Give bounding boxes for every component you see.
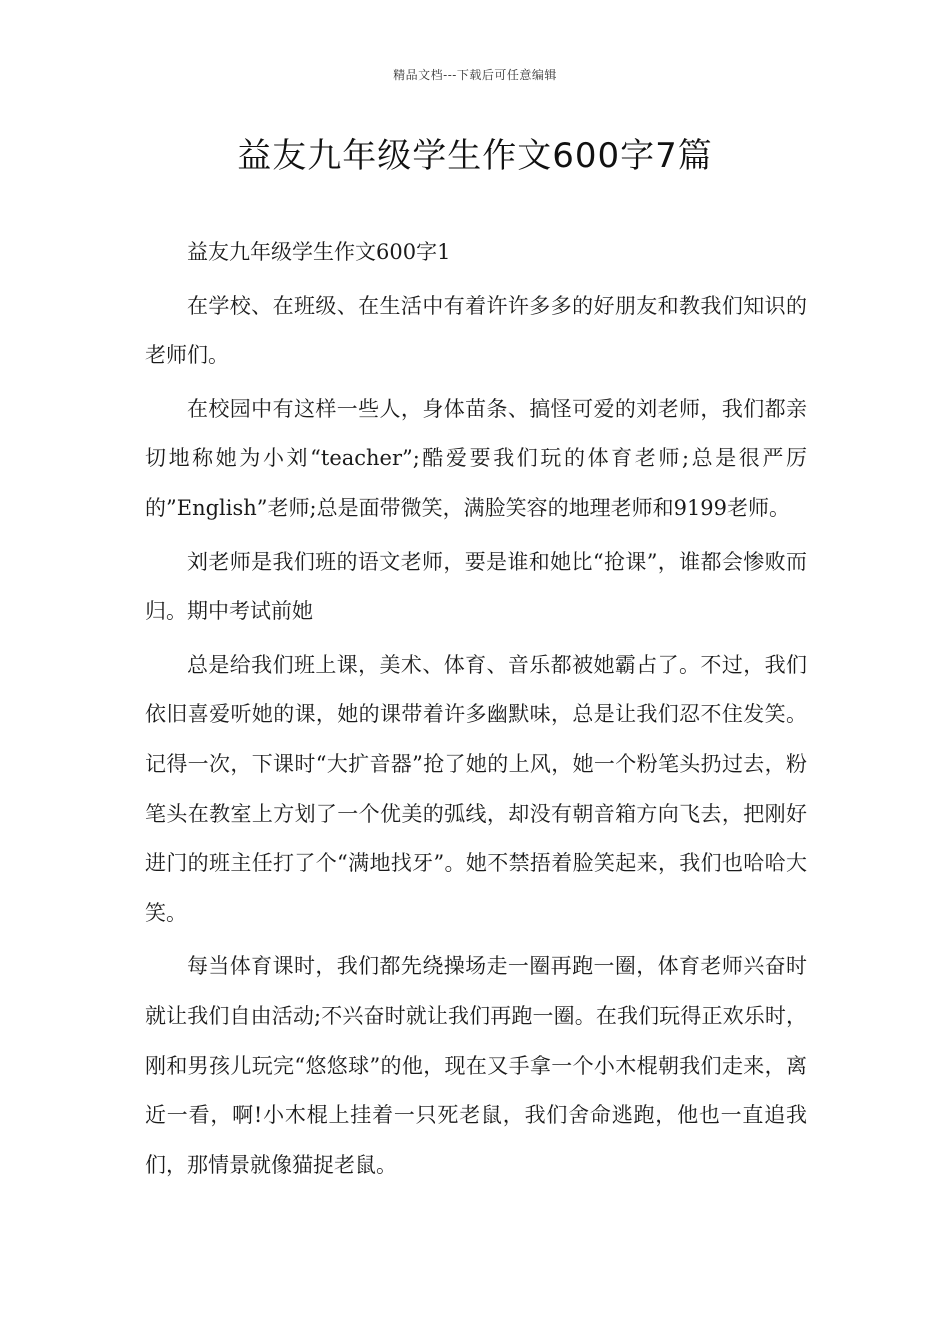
- document-body: [145, 228, 807, 1194]
- header-note: 精品文档---下载后可任意编辑: [393, 68, 557, 82]
- section-heading: 益友九年级学生作文600字1: [187, 240, 451, 264]
- paragraph: 总是给我们班上课，美术、体育、音乐都被她霸占了。不过，我们依旧喜爱听她的课，她的课带着许多幽默味，总是让我们忍不住发笑。记得一次，下课时“大扩音器”抢了她的上风，她一个粉笔头扔过去，粉笔头在教室上方划了一个优美的弧线，却没有朝音箱方向飞去，把刚好进门的班主任打了个“满地找牙”。她不禁捂着脸笑起来，我们也哈哈大笑。: [145, 652, 807, 925]
- document-title: 益友九年级学生作文600字7篇: [237, 136, 713, 176]
- paragraph: 在学校、在班级、在生活中有着许许多多的好朋友和教我们知识的老师们。: [145, 293, 807, 368]
- paragraph: 每当体育课时，我们都先绕操场走一圈再跑一圈，体育老师兴奋时就让我们自由活动;不兴奋时就让我们再跑一圈。在我们玩得正欢乐时，刚和男孩儿玩完“悠悠球”的他，现在又手拿一个小木棍朝我们走来，离近一看，啊!小木棍上挂着一只死老鼠，我们舍命逃跑，他也一直追我们，那情景就像猫捉老鼠。: [145, 954, 807, 1177]
- paragraph: 在校园中有这样一些人，身体苗条、搞怪可爱的刘老师，我们都亲切地称她为小刘“teacher”;酷爱要我们玩的体育老师;总是很严厉的”English”老师;总是面带微笑，满脸笑容的地理老师和9199老师。: [145, 396, 807, 520]
- paragraph: 刘老师是我们班的语文老师，要是谁和她比“抢课”，谁都会惨败而归。期中考试前她: [145, 549, 807, 624]
